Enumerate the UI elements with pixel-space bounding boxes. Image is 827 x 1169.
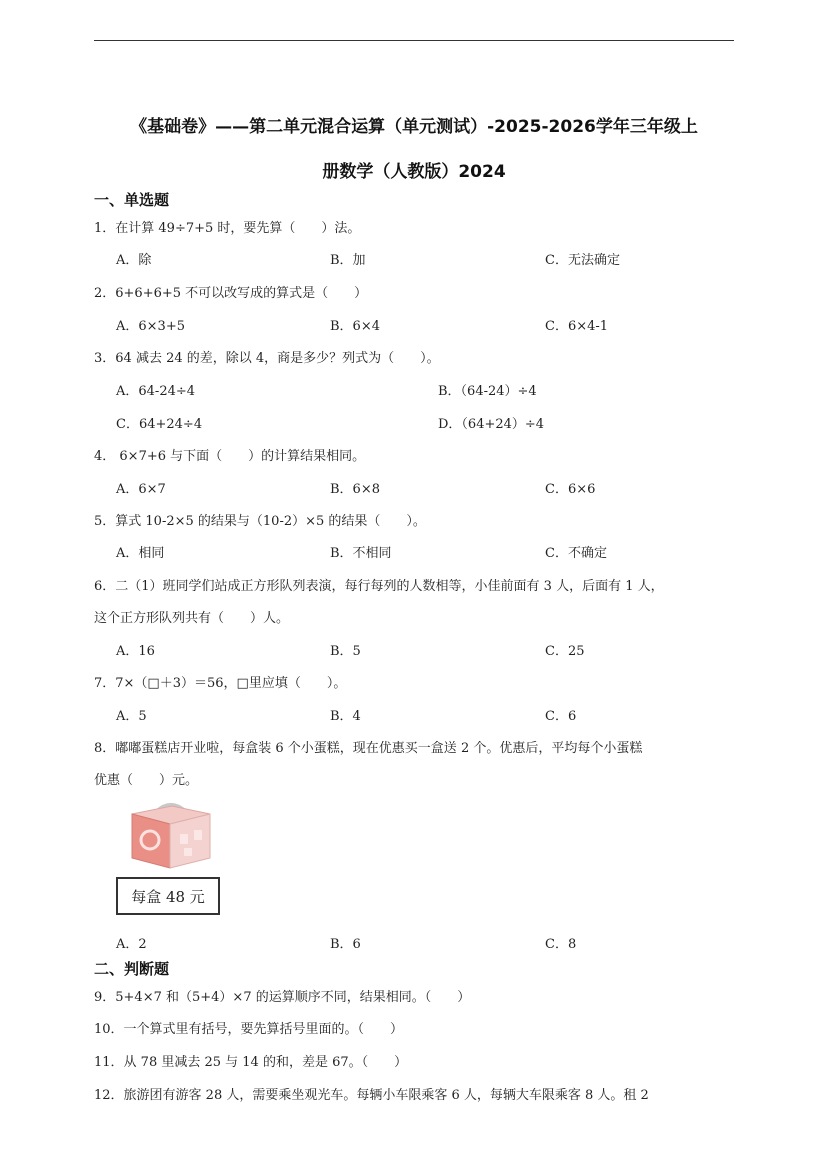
- question-8-line-2: 优惠（ ）元。: [94, 773, 199, 788]
- question-8-option-b: B．6: [330, 937, 361, 952]
- question-6-option-c: C．25: [545, 644, 585, 659]
- question-2-option-b: B．6×4: [330, 319, 380, 334]
- judgment-question-9: 9．5+4×7 和（5+4）×7 的运算顺序不同，结果相同。（ ）: [94, 990, 471, 1005]
- question-2-option-a: A．6×3+5: [116, 319, 185, 334]
- question-2-option-c: C．6×4-1: [545, 319, 609, 334]
- judgment-question-12: 12．旅游团有游客 28 人，需要乘坐观光车。每辆小车限乘客 6 人，每辆大车限乘客 8 人。租 2: [94, 1088, 649, 1103]
- cake-box-image: [128, 800, 214, 870]
- question-5: 5．算式 10-2×5 的结果与（10-2）×5 的结果（ ）。: [94, 514, 426, 529]
- header-rule: [94, 40, 734, 41]
- question-6-option-b: B．5: [330, 644, 361, 659]
- question-3: 3．64 减去 24 的差，除以 4，商是多少？列式为（ ）。: [94, 351, 440, 366]
- section-heading-single-choice: 一、单选题: [94, 191, 170, 209]
- question-7-option-b: B．4: [330, 709, 361, 724]
- question-6-line-2: 这个正方形队列共有（ ）人。: [94, 611, 290, 626]
- question-5-option-b: B．不相同: [330, 546, 392, 561]
- question-4-option-c: C．6×6: [545, 482, 596, 497]
- question-8-line-1: 8．嘟嘟蛋糕店开业啦，每盒装 6 个小蛋糕，现在优惠买一盒送 2 个。优惠后，平均每个小蛋糕: [94, 741, 643, 756]
- question-1-option-c: C．无法确定: [545, 253, 620, 268]
- question-5-option-a: A．相同: [116, 546, 165, 561]
- question-4-option-a: A．6×7: [116, 482, 166, 497]
- question-8-option-c: C．8: [545, 937, 577, 952]
- question-7: 7．7×（□＋3）＝56，□里应填（ ）。: [94, 676, 347, 691]
- question-8-option-a: A．2: [116, 937, 147, 952]
- document-title-line-2: 册数学（人教版）2024: [322, 162, 506, 182]
- question-2: 2．6+6+6+5 不可以改写成的算式是（ ）: [94, 286, 368, 301]
- question-3-option-c: C．64+24÷4: [116, 417, 203, 432]
- question-4-option-b: B．6×8: [330, 482, 380, 497]
- question-1-option-a: A．除: [116, 253, 152, 268]
- question-5-option-c: C．不确定: [545, 546, 607, 561]
- question-3-option-a: A．64-24÷4: [116, 384, 196, 399]
- section-heading-true-false: 二、判断题: [94, 960, 170, 978]
- question-1: 1．在计算 49÷7+5 时，要先算（ ）法。: [94, 221, 361, 236]
- price-label-box: 每盒 48 元: [116, 877, 220, 915]
- judgment-question-10: 10．一个算式里有括号，要先算括号里面的。（ ）: [94, 1022, 404, 1037]
- question-4: 4． 6×7+6 与下面（ ）的计算结果相同。: [94, 449, 366, 464]
- question-1-option-b: B．加: [330, 253, 366, 268]
- question-3-option-b: B．（64-24）÷4: [438, 384, 537, 399]
- question-3-option-d: D．（64+24）÷4: [438, 417, 545, 432]
- question-7-option-a: A．5: [116, 709, 147, 724]
- document-title-line-1: 《基础卷》——第二单元混合运算（单元测试）-2025-2026学年三年级上: [130, 117, 698, 137]
- question-6-option-a: A．16: [116, 644, 155, 659]
- judgment-question-11: 11．从 78 里减去 25 与 14 的和，差是 67。（ ）: [94, 1055, 408, 1070]
- question-7-option-c: C．6: [545, 709, 577, 724]
- question-6-line-1: 6．二（1）班同学们站成正方形队列表演，每行每列的人数相等，小佳前面有 3 人，后面有 1 人，: [94, 579, 664, 594]
